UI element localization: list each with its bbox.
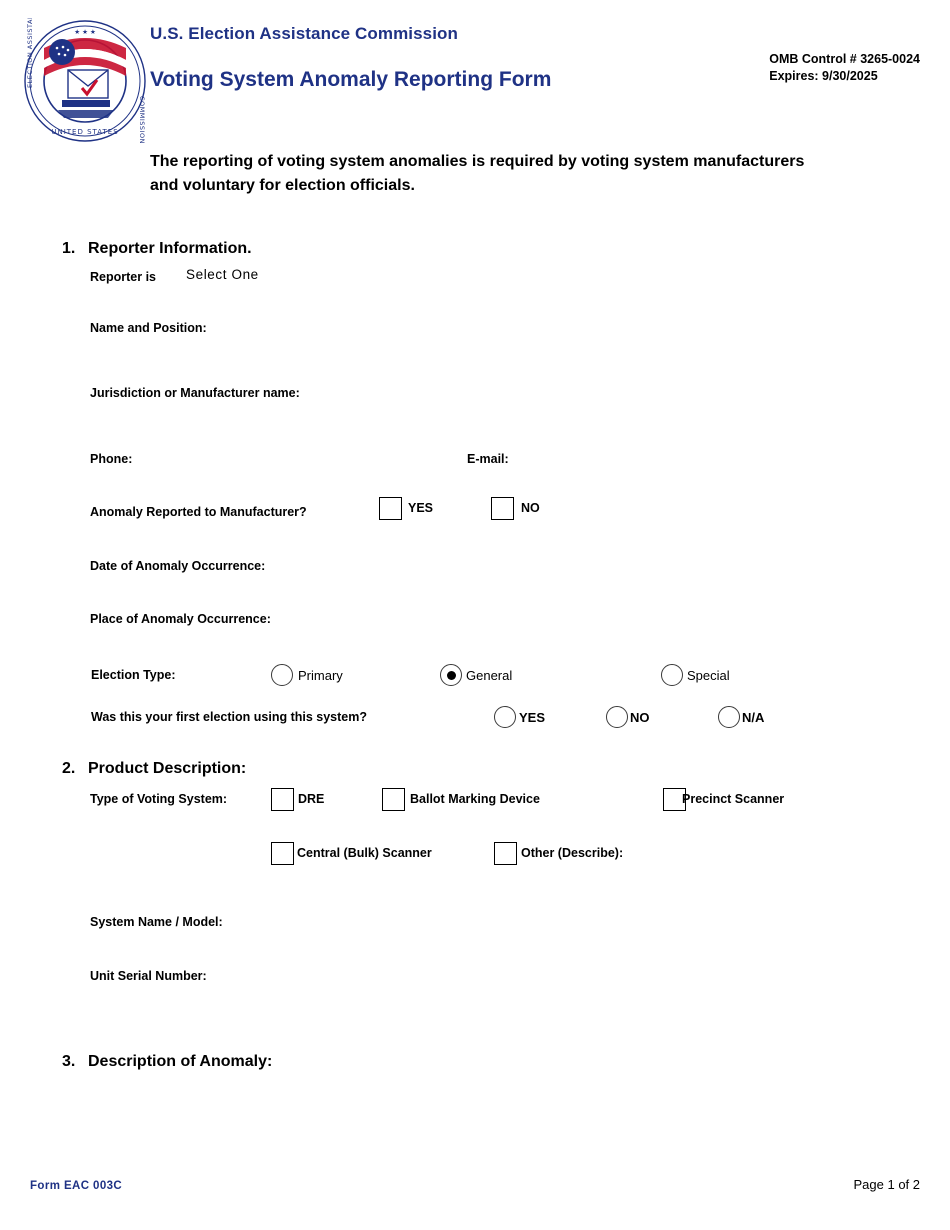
section-3-title: Description of Anomaly:: [88, 1053, 273, 1070]
date-of-anomaly-label: Date of Anomaly Occurrence:: [90, 559, 266, 573]
voting-system-label-ballot-marking-device: Ballot Marking Device: [410, 792, 540, 806]
omb-control-number: OMB Control # 3265-0024: [769, 52, 920, 66]
reporter-is-select[interactable]: Select One: [186, 267, 259, 282]
page-number: Page 1 of 2: [853, 1177, 920, 1192]
omb-expiration: Expires: 9/30/2025: [769, 69, 878, 83]
header-titles: [150, 24, 551, 92]
election-type-label-primary: Primary: [298, 668, 343, 683]
first-election-label: Was this your first election using this system?: [91, 710, 367, 724]
type-of-voting-system-label: Type of Voting System:: [90, 792, 228, 806]
svg-text:★ ★ ★: ★ ★ ★: [74, 28, 96, 36]
voting-system-checkbox-central-bulk-scanner[interactable]: [271, 842, 294, 865]
eac-seal-icon: [22, 18, 148, 144]
voting-system-label-central-bulk-scanner: Central (Bulk) Scanner: [297, 846, 432, 860]
svg-text:ELECTION ASSISTANCE: ELECTION ASSISTANCE: [26, 18, 34, 88]
voting-system-checkbox-ballot-marking-device[interactable]: [382, 788, 405, 811]
first-election-label-yes: YES: [519, 710, 546, 725]
name-position-label: Name and Position:: [90, 321, 207, 335]
system-name-model-label: System Name / Model:: [90, 915, 223, 929]
reporter-is-label: Reporter is: [90, 270, 156, 284]
election-type-radio-primary[interactable]: [271, 664, 293, 686]
election-type-label: Election Type:: [91, 668, 176, 682]
reported-yes-label: YES: [408, 501, 434, 515]
jurisdiction-label: Jurisdiction or Manufacturer name:: [90, 386, 300, 400]
svg-text:UNITED STATES: UNITED STATES: [51, 128, 119, 136]
first-election-label-no: NO: [630, 710, 650, 725]
election-type-label-general: General: [466, 668, 513, 683]
email-label: E-mail:: [467, 452, 509, 466]
election-type-label-special: Special: [687, 668, 730, 683]
unit-serial-number-label: Unit Serial Number:: [90, 969, 207, 983]
first-election-radio-no[interactable]: [606, 706, 628, 728]
voting-system-label-other: Other (Describe):: [521, 846, 624, 860]
voting-system-label-dre: DRE: [298, 792, 325, 806]
phone-label: Phone:: [90, 452, 133, 466]
first-election-label-na: N/A: [742, 710, 765, 725]
reported-yes-checkbox[interactable]: [379, 497, 402, 520]
election-type-radio-special[interactable]: [661, 664, 683, 686]
omb-block: [769, 52, 920, 83]
voting-system-checkbox-other[interactable]: [494, 842, 517, 865]
section-2-number: 2.: [62, 760, 76, 777]
agency-name: U.S. Election Assistance Commission: [150, 24, 459, 43]
form-id: Form EAC 003C: [30, 1180, 123, 1192]
reported-no-label: NO: [521, 501, 540, 515]
intro-statement: The reporting of voting system anomalies is required by voting system manufacturers and voluntary for election officials.: [150, 153, 805, 194]
reported-to-manufacturer-label: Anomaly Reported to Manufacturer?: [90, 505, 307, 519]
voting-system-checkbox-dre[interactable]: [271, 788, 294, 811]
section-2-title: Product Description:: [88, 760, 247, 777]
page-title: Voting System Anomaly Reporting Form: [150, 68, 552, 91]
section-1-title: Reporter Information.: [88, 240, 252, 257]
voting-system-label-precinct-scanner: Precinct Scanner: [682, 792, 785, 806]
election-type-radio-general[interactable]: [440, 664, 462, 686]
place-of-anomaly-label: Place of Anomaly Occurrence:: [90, 612, 271, 626]
first-election-radio-yes[interactable]: [494, 706, 516, 728]
first-election-radio-na[interactable]: [718, 706, 740, 728]
svg-text:COMMISSION: COMMISSION: [138, 96, 146, 144]
section-1-number: 1.: [62, 240, 76, 257]
reported-no-checkbox[interactable]: [491, 497, 514, 520]
section-3-number: 3.: [62, 1053, 76, 1070]
